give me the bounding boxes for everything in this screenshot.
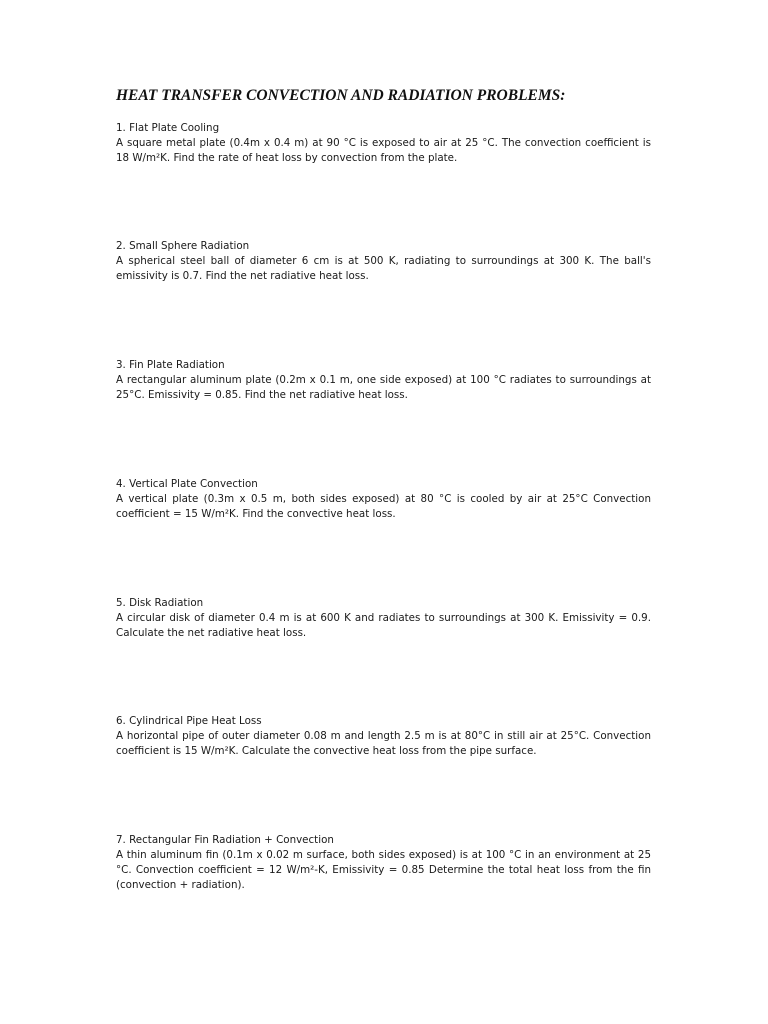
problem-4: [116, 477, 651, 522]
problem-statement: A vertical plate (0.3m x 0.5 m, both sides exposed) at 80 °C is cooled by air at 25°C Convection coefficient = 15 W/m²K. Find the convective heat loss.: [116, 493, 651, 520]
problem-heading: 5. Disk Radiation: [116, 597, 204, 609]
problem-heading: 6. Cylindrical Pipe Heat Loss: [116, 715, 262, 727]
problem-statement: A spherical steel ball of diameter 6 cm is at 500 K, radiating to surroundings at 300 K. The ball's emissivity is 0.7. Find the net radiative heat loss.: [116, 255, 651, 282]
problem-2: [116, 239, 651, 284]
problem-6: [116, 714, 651, 759]
problem-statement: A thin aluminum fin (0.1m x 0.02 m surface, both sides exposed) is at 100 °C in an environment at 25 °C. Convection coefficient = 12 W/m²-K, Emissivity = 0.85 Determine the total heat loss from the fin (convection + radiation).: [116, 849, 651, 891]
problem-statement: A square metal plate (0.4m x 0.4 m) at 90 °C is exposed to air at 25 °C. The convection coefficient is 18 W/m²K. Find the rate of heat loss by convection from the plate.: [116, 137, 651, 164]
problem-7: [116, 833, 651, 893]
problem-statement: A rectangular aluminum plate (0.2m x 0.1 m, one side exposed) at 100 °C radiates to surroundings at 25°C. Emissivity = 0.85. Find the net radiative heat loss.: [116, 374, 651, 401]
problem-1: [116, 121, 651, 166]
problem-3: [116, 358, 651, 403]
problem-heading: 7. Rectangular Fin Radiation + Convection: [116, 834, 334, 846]
problem-heading: 2. Small Sphere Radiation: [116, 240, 250, 252]
problem-5: [116, 596, 651, 641]
problem-heading: 1. Flat Plate Cooling: [116, 122, 220, 134]
problem-heading: 3. Fin Plate Radiation: [116, 359, 225, 371]
problem-heading: 4. Vertical Plate Convection: [116, 478, 258, 490]
problem-statement: A circular disk of diameter 0.4 m is at 600 K and radiates to surroundings at 300 K. Emissivity = 0.9. Calculate the net radiative heat loss.: [116, 612, 651, 639]
document-title: HEAT TRANSFER CONVECTION AND RADIATION PROBLEMS:: [116, 87, 566, 104]
problem-statement: A horizontal pipe of outer diameter 0.08 m and length 2.5 m is at 80°C in still air at 25°C. Convection coefficient is 15 W/m²K. Calculate the convective heat loss from the pipe surface.: [116, 730, 651, 757]
